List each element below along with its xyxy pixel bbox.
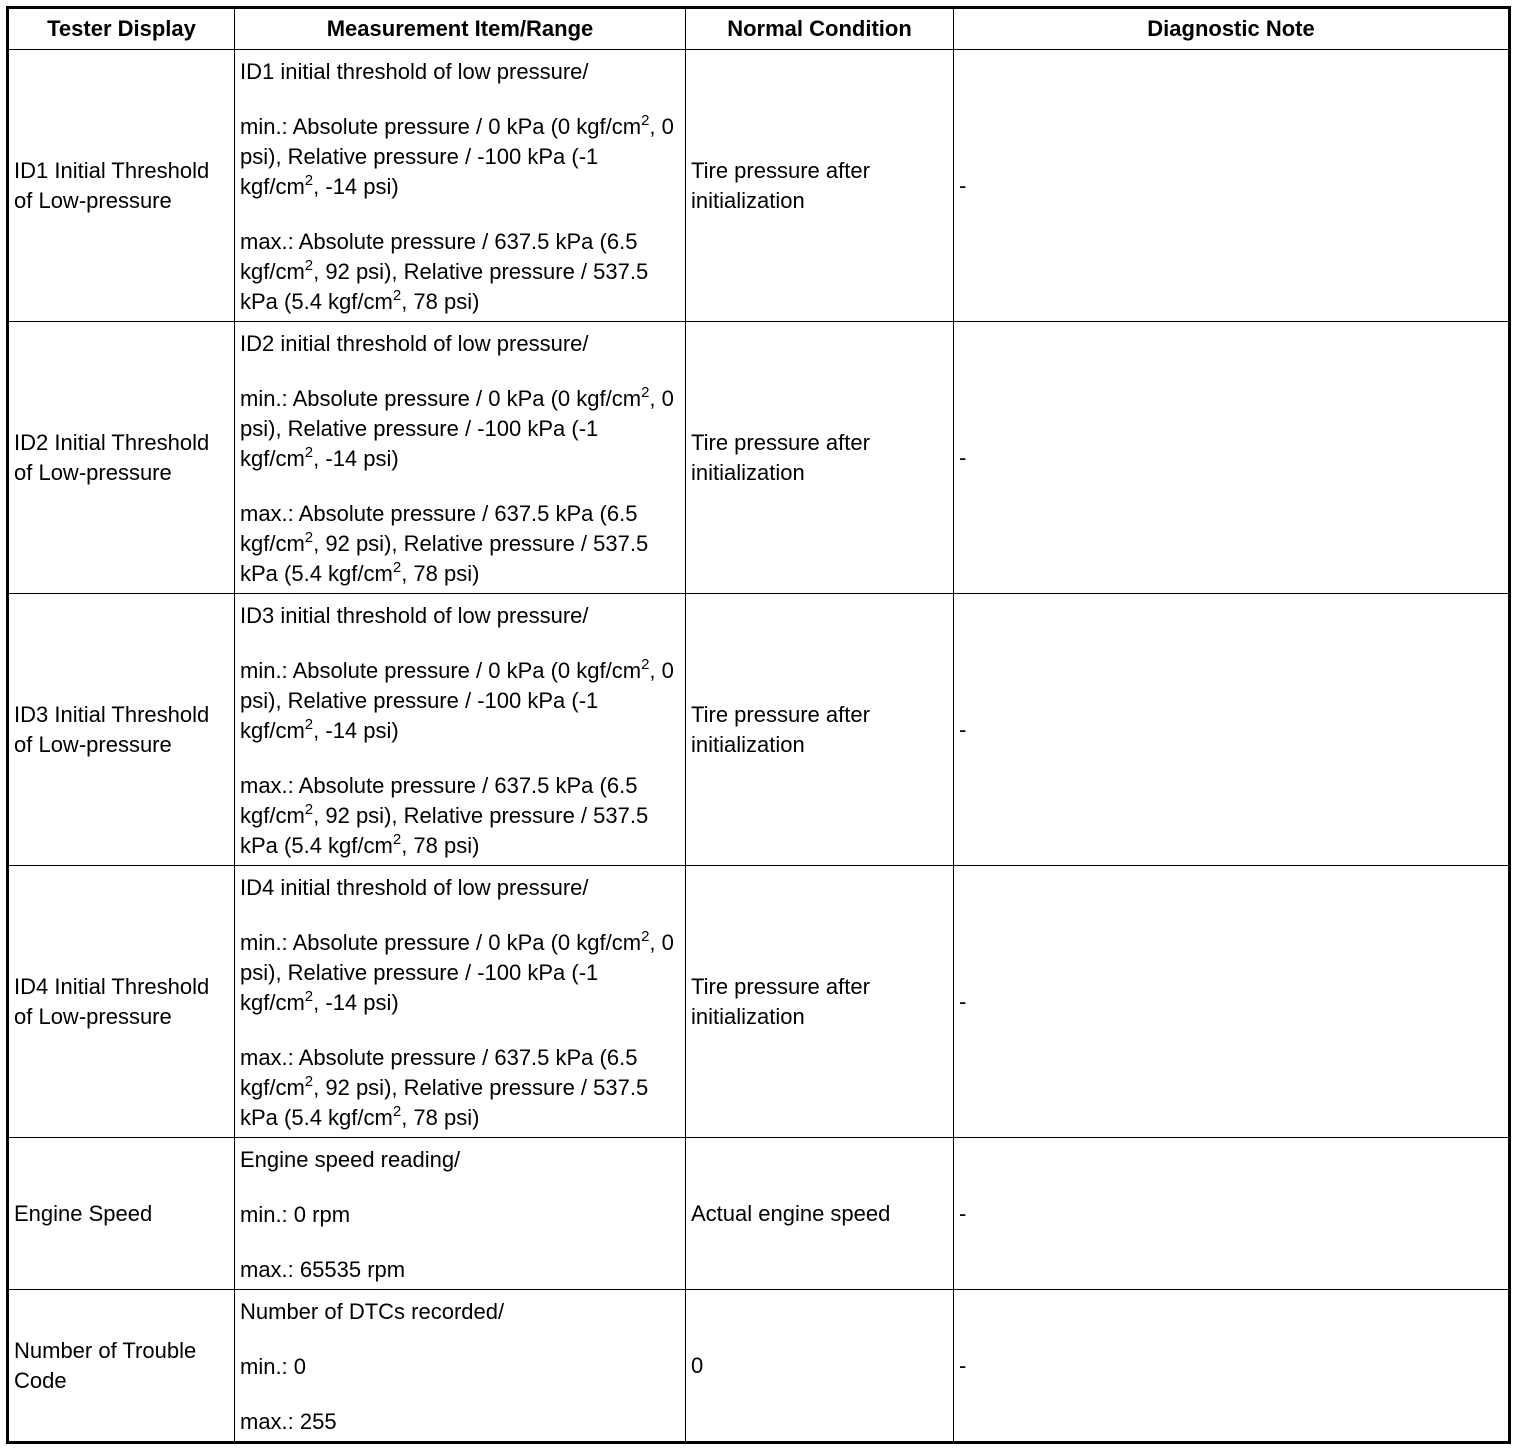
measurement-max: max.: Absolute pressure / 637.5 kPa (6.5 kgf/$cm^2$, 92 psi), Relative pressure / 537.5 kPa (5.4 kgf/$cm^2$, 78 psi) <box>240 501 649 586</box>
normal-condition-cell: Tire pressure after initialization <box>686 594 954 866</box>
measurement-cell <box>235 1138 686 1290</box>
measurement-min: min.: 0 rpm <box>240 1202 351 1227</box>
measurement-min: min.: 0 <box>240 1354 307 1379</box>
measurement-cell <box>235 866 686 1138</box>
diagnostic-note-cell: - <box>954 50 1510 322</box>
measurement-cell <box>235 322 686 594</box>
tester-display-cell: ID4 Initial Threshold of Low-pressure <box>8 866 235 1138</box>
diagnostic-note-cell: - <box>954 322 1510 594</box>
measurement-max: max.: Absolute pressure / 637.5 kPa (6.5 kgf/$cm^2$, 92 psi), Relative pressure / 537.5 kPa (5.4 kgf/$cm^2$, 78 psi) <box>240 773 649 858</box>
diagnostic-note-cell: - <box>954 1138 1510 1290</box>
normal-condition-cell: Tire pressure after initialization <box>686 50 954 322</box>
diagnostic-note-cell: - <box>954 866 1510 1138</box>
table-row <box>8 50 1510 322</box>
data-list-table <box>6 6 1511 1444</box>
measurement-min: min.: Absolute pressure / 0 kPa (0 kgf/$cm^2$, 0 psi), Relative pressure / -100 kPa (-1 kgf/$cm^2$, -14 psi) <box>240 656 674 743</box>
measurement-max: max.: Absolute pressure / 637.5 kPa (6.5 kgf/$cm^2$, 92 psi), Relative pressure / 537.5 kPa (5.4 kgf/$cm^2$, 78 psi) <box>240 229 649 314</box>
diagnostic-note-cell: - <box>954 594 1510 866</box>
header-measurement-item: Measurement Item/Range <box>235 8 686 50</box>
tester-display-cell: ID3 Initial Threshold of Low-pressure <box>8 594 235 866</box>
measurement-min: min.: Absolute pressure / 0 kPa (0 kgf/$cm^2$, 0 psi), Relative pressure / -100 kPa (-1 kgf/$cm^2$, -14 psi) <box>240 928 674 1015</box>
tester-display-cell: Engine Speed <box>8 1138 235 1290</box>
tester-display-cell: Number of Trouble Code <box>8 1290 235 1443</box>
header-row <box>8 8 1510 50</box>
normal-condition-cell: Actual engine speed <box>686 1138 954 1290</box>
table-row <box>8 322 1510 594</box>
header-normal-condition: Normal Condition <box>686 8 954 50</box>
measurement-item: ID3 initial threshold of low pressure/ <box>240 603 589 628</box>
measurement-max: max.: 65535 rpm <box>240 1257 406 1282</box>
measurement-min: min.: Absolute pressure / 0 kPa (0 kgf/$cm^2$, 0 psi), Relative pressure / -100 kPa (-1 kgf/$cm^2$, -14 psi) <box>240 112 674 199</box>
tester-display-cell: ID1 Initial Threshold of Low-pressure <box>8 50 235 322</box>
measurement-cell <box>235 1290 686 1443</box>
measurement-item: ID1 initial threshold of low pressure/ <box>240 59 589 84</box>
table-row <box>8 1138 1510 1290</box>
table-row <box>8 594 1510 866</box>
measurement-max: max.: Absolute pressure / 637.5 kPa (6.5 kgf/$cm^2$, 92 psi), Relative pressure / 537.5 kPa (5.4 kgf/$cm^2$, 78 psi) <box>240 1045 649 1130</box>
measurement-cell <box>235 594 686 866</box>
measurement-min: min.: Absolute pressure / 0 kPa (0 kgf/$cm^2$, 0 psi), Relative pressure / -100 kPa (-1 kgf/$cm^2$, -14 psi) <box>240 384 674 471</box>
measurement-item: ID4 initial threshold of low pressure/ <box>240 875 589 900</box>
measurement-item: Engine speed reading/ <box>240 1147 461 1172</box>
header-diagnostic-note: Diagnostic Note <box>954 8 1510 50</box>
measurement-item: Number of DTCs recorded/ <box>240 1299 505 1324</box>
measurement-cell <box>235 50 686 322</box>
table-row <box>8 1290 1510 1443</box>
normal-condition-cell: Tire pressure after initialization <box>686 322 954 594</box>
tester-display-cell: ID2 Initial Threshold of Low-pressure <box>8 322 235 594</box>
header-tester-display: Tester Display <box>8 8 235 50</box>
measurement-item: ID2 initial threshold of low pressure/ <box>240 331 589 356</box>
normal-condition-cell: Tire pressure after initialization <box>686 866 954 1138</box>
measurement-max: max.: 255 <box>240 1409 337 1434</box>
normal-condition-cell: 0 <box>686 1290 954 1443</box>
table-row <box>8 866 1510 1138</box>
diagnostic-note-cell: - <box>954 1290 1510 1443</box>
